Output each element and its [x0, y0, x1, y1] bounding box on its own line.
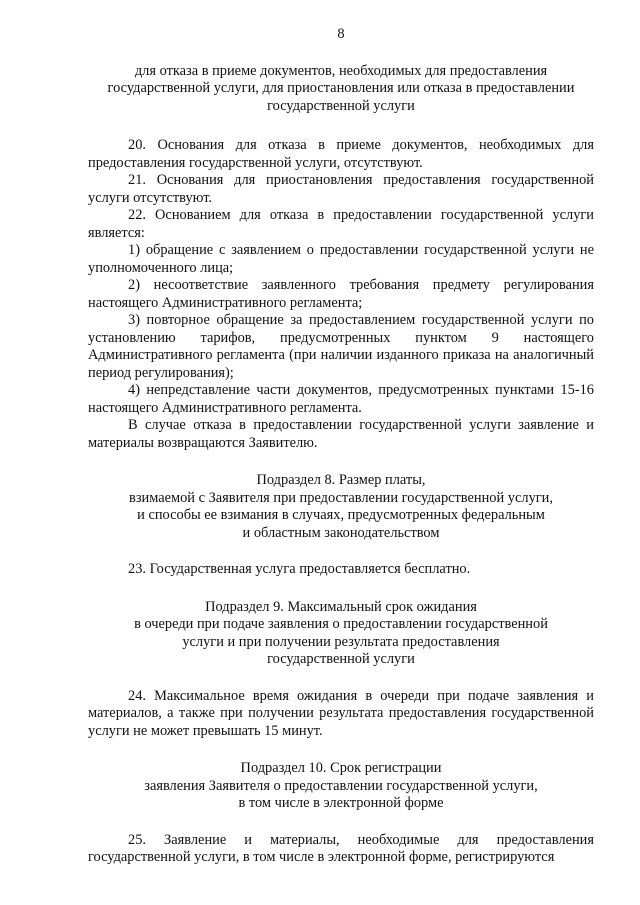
heading-line: государственной услуги, для приостановления или отказа в предоставлении [107, 80, 575, 96]
subsection-heading-line: Подраздел 8. Размер платы, [256, 472, 426, 488]
refusal-note: В случае отказа в предоставлении государственной услуги заявление и материалы возвращаются Заявителю. [88, 417, 594, 451]
subsection-heading-line: в том числе в электронной форме [238, 795, 444, 811]
page-number: 8 [337, 26, 345, 42]
document-page [88, 26, 594, 867]
subsection-heading-line: и способы ее взимания в случаях, предусмотренных федеральным [137, 507, 545, 523]
subsection-heading-line: услуги и при получении результата предоставления [182, 633, 500, 650]
subsection-heading-line: и областным законодательством [242, 524, 440, 541]
list-item-4: 4) непредставление части документов, предусмотренных пунктами 15-16 настоящего Административного регламента. [88, 382, 594, 416]
paragraph-21: 21. Основания для приостановления предоставления государственной услуги отсутствуют. [88, 172, 594, 206]
paragraph-24: 24. Максимальное время ожидания в очереди при подаче заявления и материалов, а также при получении результата предоставления государственной услуги не может превышать 15 минут. [88, 687, 594, 739]
heading-line: для отказа в приеме документов, необходимых для предоставления [134, 62, 548, 79]
paragraph-22: 22. Основанием для отказа в предоставлении государственной услуги является: [88, 207, 594, 241]
subsection-9-heading [88, 599, 594, 669]
subsection-8-heading [88, 472, 594, 542]
list-item-1: 1) обращение с заявлением о предоставлении государственной услуги не уполномоченного лица; [88, 242, 594, 276]
heading-line: государственной услуги [267, 97, 415, 114]
subsection-heading-line: Подраздел 9. Максимальный срок ожидания [205, 598, 477, 615]
section-heading-continued [88, 63, 594, 116]
paragraphs-block [88, 137, 594, 452]
paragraph-20: 20. Основания для отказа в приеме документов, необходимых для предоставления государственной услуги, отсутствуют. [88, 137, 594, 171]
subsection-heading-line: Подраздел 10. Срок регистрации [240, 760, 442, 776]
subsection-10-heading [88, 760, 594, 813]
paragraph-25: 25. Заявление и материалы, необходимые для предоставления государственной услуги, в том числе в электронной форме, регистрируются [88, 831, 594, 865]
subsection-heading-line: взимаемой с Заявителя при предоставлении государственной услуги, [129, 489, 553, 506]
list-item-2: 2) несоответствие заявленного требования предмету регулирования настоящего Административного регламента; [88, 277, 594, 311]
list-item-3: 3) повторное обращение за предоставлением государственной услуги по установлению тарифов, предусмотренных пунктом 9 настоящего Административного регламента (при наличии изданного приказа на аналогичный период регулирования); [88, 312, 594, 381]
paragraph-23: 23. Государственная услуга предоставляется бесплатно. [128, 561, 471, 577]
subsection-heading-line: государственной услуги [267, 651, 415, 667]
subsection-heading-line: заявления Заявителя о предоставлении государственной услуги, [144, 777, 538, 794]
subsection-heading-line: в очереди при подаче заявления о предоставлении государственной [134, 616, 548, 632]
